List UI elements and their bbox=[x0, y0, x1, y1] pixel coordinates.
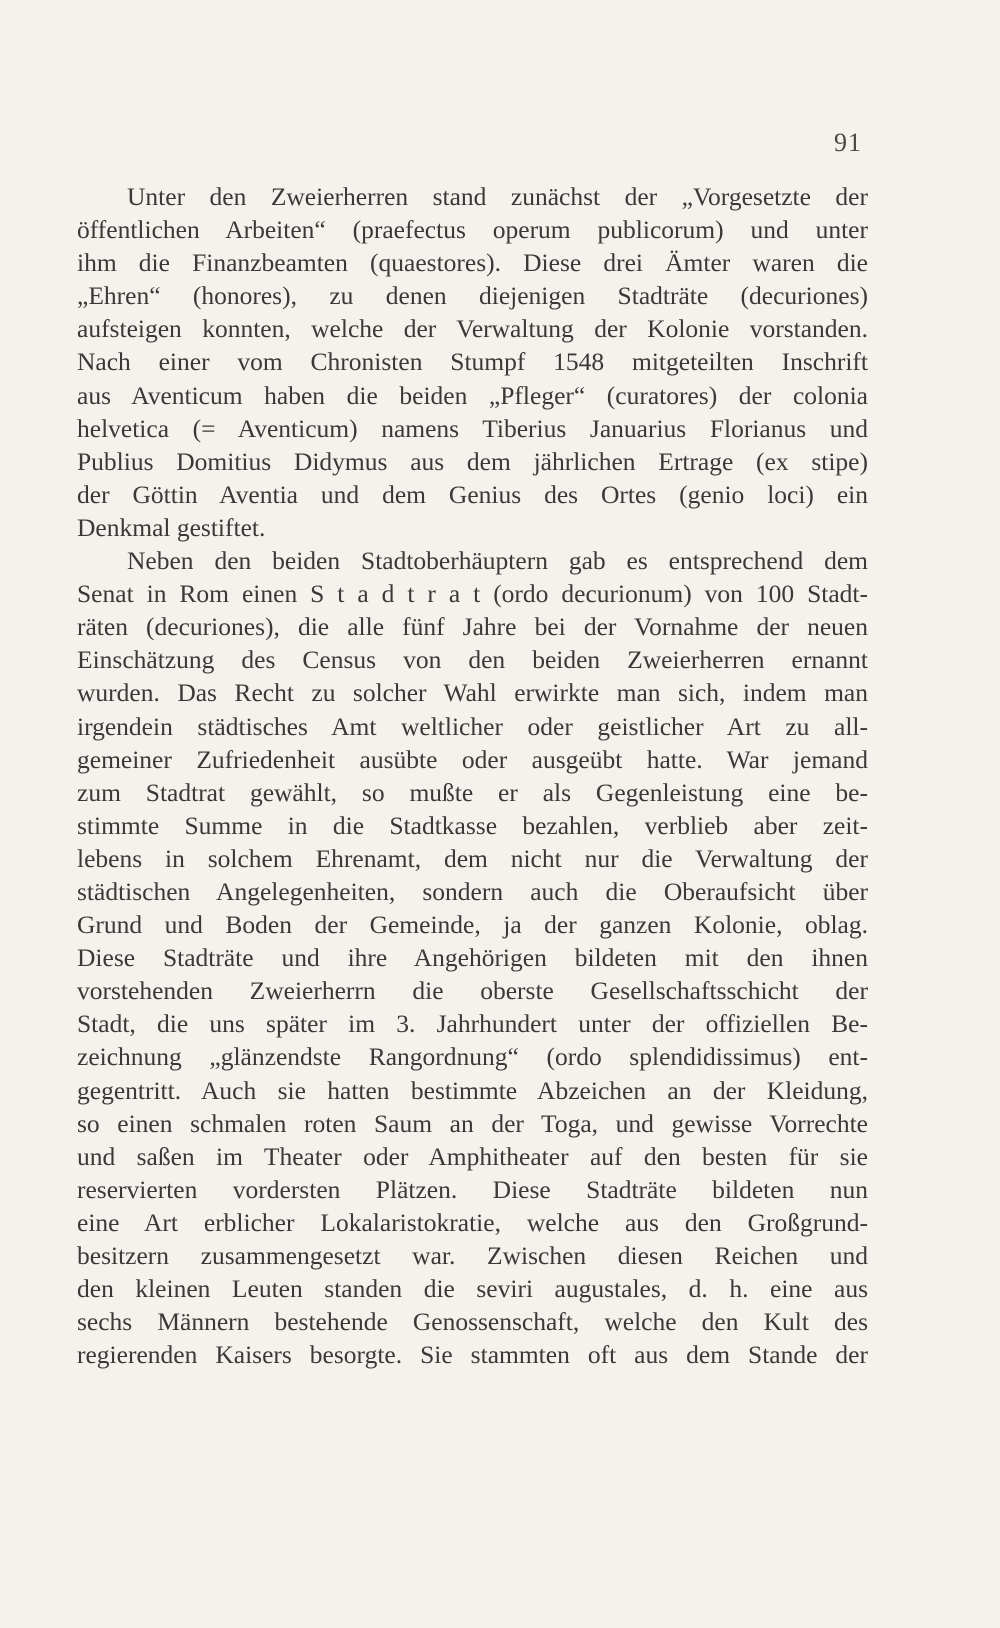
text-line: besitzern zusammengesetzt war. Zwischen diesen Reichen und bbox=[77, 1241, 868, 1270]
text-line: stimmte Summe in die Stadtkasse bezahlen, verblieb aber zeit- bbox=[77, 810, 868, 840]
text-line: eine Art erblicher Lokalaristokratie, welche aus den Großgrund- bbox=[77, 1207, 868, 1237]
text-line: sechs Männern bestehende Genossenschaft, welche den Kult des bbox=[77, 1307, 868, 1337]
text-line: lebens in solchem Ehrenamt, dem nicht nur die Verwaltung der bbox=[77, 843, 868, 873]
page-number: 91 bbox=[834, 128, 862, 157]
text-line: Publius Domitius Didymus aus dem jährlichen Ertrage (ex stipe) bbox=[77, 446, 868, 476]
text-line: reservierten vordersten Plätzen. Diese Stadträte bildeten nun bbox=[77, 1174, 868, 1204]
text-line: regierenden Kaisers besorgte. Sie stammten oft aus dem Stande der bbox=[77, 1340, 868, 1370]
text-line: öffentlichen Arbeiten“ (praefectus operum publicorum) und unter bbox=[77, 215, 868, 245]
text-line: Stadt, die uns später im 3. Jahrhundert unter der offiziellen Be- bbox=[77, 1009, 868, 1039]
text-line: „Ehren“ (honores), zu denen diejenigen Stadträte (decuriones) bbox=[77, 281, 868, 311]
text-line: Senat in Rom einen S t a d t r a t (ordo decurionum) von 100 Stadt- bbox=[77, 579, 868, 609]
text-line: irgendein städtisches Amt weltlicher oder geistlicher Art zu all- bbox=[77, 711, 868, 741]
text-line: der Göttin Aventia und dem Genius des Ortes (genio loci) ein bbox=[77, 479, 868, 509]
text-line: aufsteigen konnten, welche der Verwaltung der Kolonie vorstanden. bbox=[77, 314, 868, 344]
text-line: Einschätzung des Census von den beiden Zweierherren ernannt bbox=[77, 645, 868, 675]
text-line: wurden. Das Recht zu solcher Wahl erwirkte man sich, indem man bbox=[77, 678, 868, 708]
text-line: vorstehenden Zweierherrn die oberste Gesellschaftsschicht der bbox=[77, 976, 868, 1006]
text-line: räten (decuriones), die alle fünf Jahre bei der Vornahme der neuen bbox=[77, 612, 868, 642]
text-line: aus Aventicum haben die beiden „Pfleger“ (curatores) der colonia bbox=[77, 380, 868, 410]
text-line: gegentritt. Auch sie hatten bestimmte Abzeichen an der Kleidung, bbox=[77, 1075, 868, 1105]
text-line: so einen schmalen roten Saum an der Toga, und gewisse Vorrechte bbox=[77, 1108, 868, 1138]
text-line: Unter den Zweierherren stand zunächst der „Vorgesetzte der bbox=[127, 182, 868, 211]
text-line: Neben den beiden Stadtoberhäuptern gab es entsprechend dem bbox=[127, 546, 868, 576]
text-line: ihm die Finanzbeamten (quaestores). Diese drei Ämter waren die bbox=[77, 248, 868, 278]
body-text bbox=[77, 180, 868, 1371]
text-line: helvetica (= Aventicum) namens Tiberius Januarius Florianus und bbox=[77, 413, 868, 443]
text-line: zum Stadtrat gewählt, so mußte er als Gegenleistung eine be- bbox=[77, 777, 868, 807]
text-line: Diese Stadträte und ihre Angehörigen bildeten mit den ihnen bbox=[77, 943, 868, 973]
text-line: den kleinen Leuten standen die seviri augustales, d. h. eine aus bbox=[77, 1274, 868, 1304]
text-line: Grund und Boden der Gemeinde, ja der ganzen Kolonie, oblag. bbox=[77, 910, 868, 940]
text-line: und saßen im Theater oder Amphitheater auf den besten für sie bbox=[77, 1141, 868, 1171]
text-line: zeichnung „glänzendste Rangordnung“ (ordo splendidissimus) ent- bbox=[77, 1042, 868, 1072]
text-line: Denkmal gestiftet. bbox=[77, 512, 266, 542]
text-line: Nach einer vom Chronisten Stumpf 1548 mitgeteilten Inschrift bbox=[77, 347, 868, 377]
text-line: gemeiner Zufriedenheit ausübte oder ausgeübt hatte. War jemand bbox=[77, 744, 868, 774]
text-line: städtischen Angelegenheiten, sondern auch die Oberaufsicht über bbox=[77, 876, 868, 906]
